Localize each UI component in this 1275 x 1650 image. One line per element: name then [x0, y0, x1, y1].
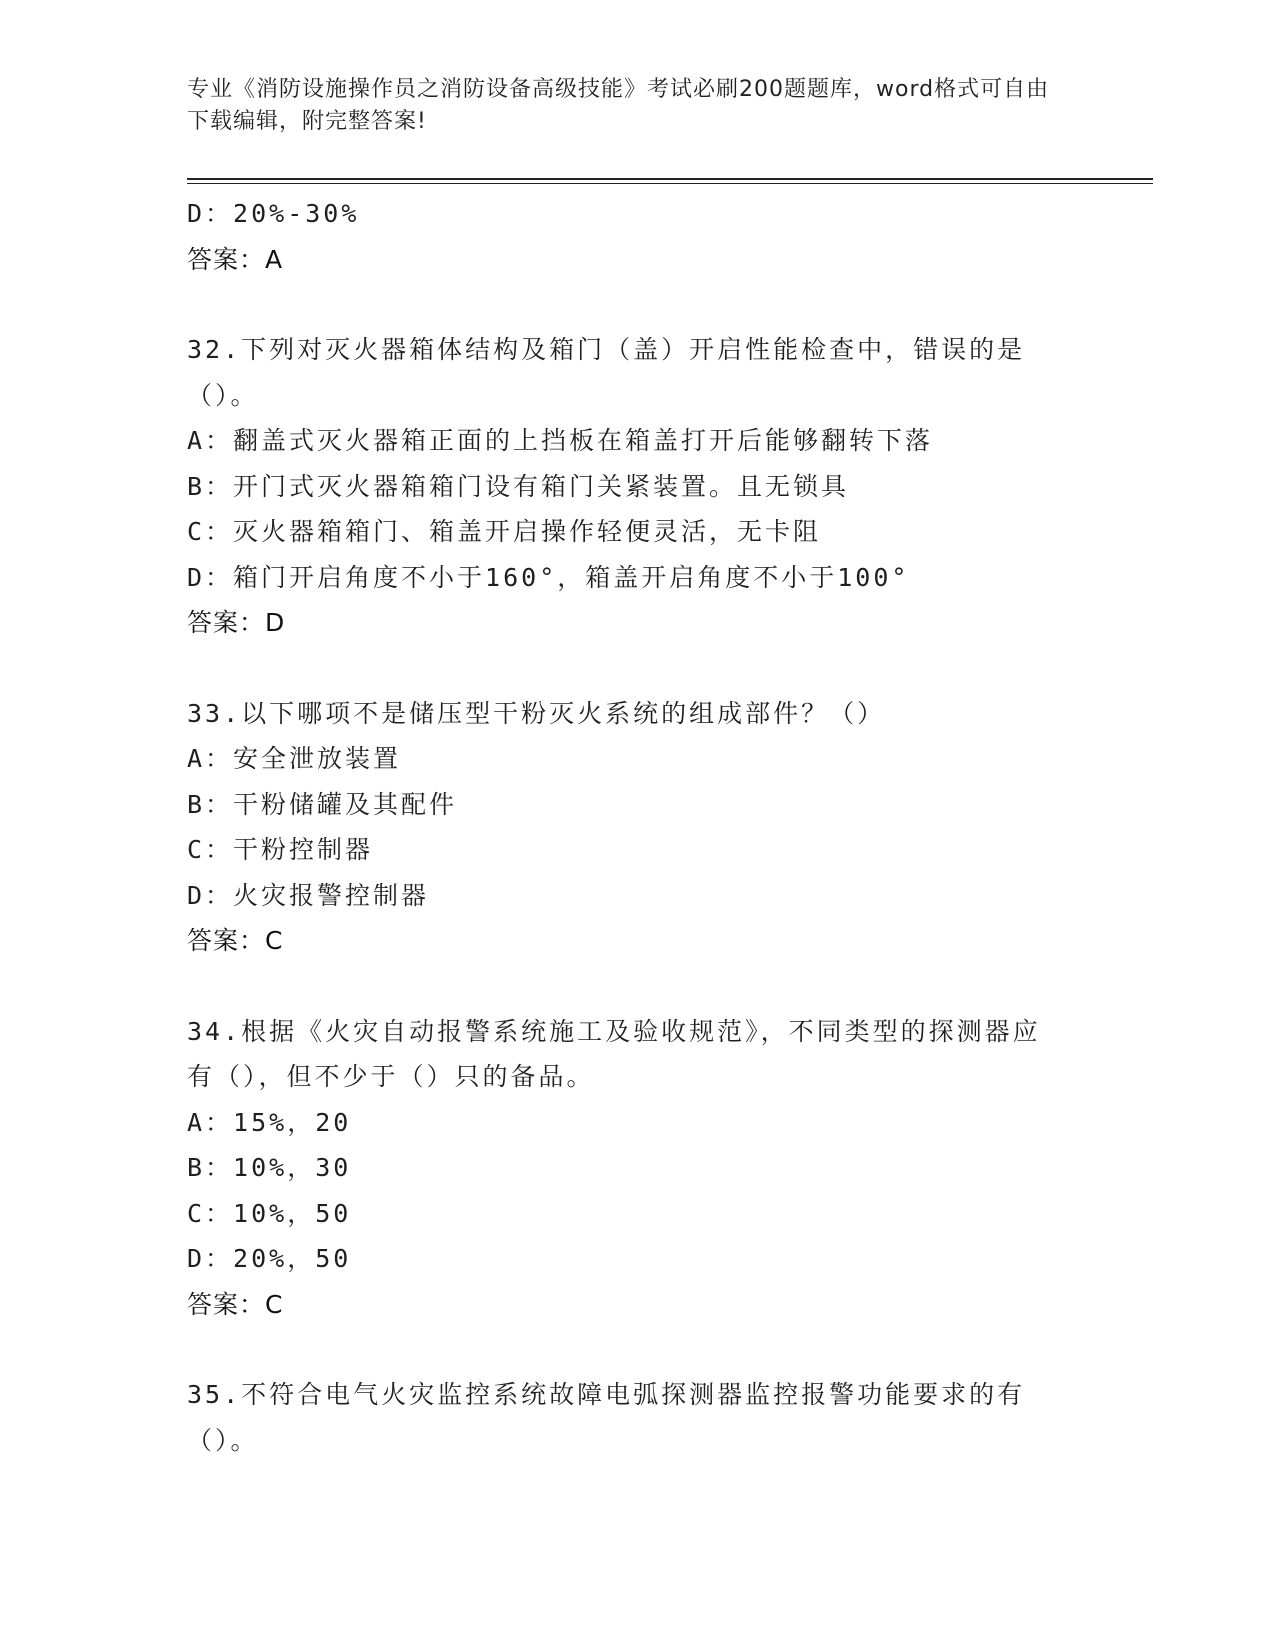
- option-d: D：箱门开启角度不小于160°，箱盖开启角度不小于100°: [187, 562, 910, 592]
- option-b: B：开门式灭火器箱箱门设有箱门关紧装置。且无锁具: [187, 471, 850, 501]
- question-text: 33.以下哪项不是储压型干粉灭火系统的组成部件？（）: [187, 698, 886, 728]
- answer-text: 答案：D: [187, 608, 286, 637]
- question-block: [187, 1009, 1087, 1328]
- answer-text: 答案：C: [187, 1289, 284, 1319]
- question-block: [187, 327, 1087, 646]
- question-text: 35.不符合电气火灾监控系统故障电弧探测器监控报警功能要求的有（）。: [187, 1380, 1026, 1455]
- option-a: A：15%，20: [187, 1107, 352, 1137]
- option-c: C：干粉控制器: [187, 835, 374, 864]
- option-a: A：安全泄放装置: [187, 744, 402, 773]
- option-c: C：10%，50: [187, 1198, 352, 1228]
- option-a: A：翻盖式灭火器箱正面的上挡板在箱盖打开后能够翻转下落: [187, 426, 934, 455]
- question-text: 32.下列对灭火器箱体结构及箱门（盖）开启性能检查中，错误的是（）。: [187, 335, 1026, 410]
- document-header: 专业《消防设施操作员之消防设备高级技能》考试必刷200题题库，word格式可自由下载编辑，附完整答案!: [187, 77, 1050, 134]
- option-c: C：灭火器箱箱门、箱盖开启操作轻便灵活，无卡阻: [187, 517, 822, 546]
- header-divider-thick: [187, 178, 1153, 180]
- question-list: [187, 191, 1087, 1463]
- answer-text: 答案：A: [187, 244, 284, 274]
- option-b: B：干粉储罐及其配件: [187, 789, 458, 819]
- question-block: [187, 1372, 1087, 1463]
- option-b: B：10%，30: [187, 1153, 352, 1182]
- header-divider-thin: [187, 183, 1153, 184]
- option-d: D：20%-30%: [187, 199, 360, 228]
- question-block: [187, 691, 1087, 964]
- question-text: 34.根据《火灾自动报警系统施工及验收规范》，不同类型的探测器应有（），但不少于（）只的备品。: [187, 1016, 1041, 1091]
- answer-text: 答案：C: [187, 926, 284, 955]
- option-d: D：20%，50: [187, 1244, 352, 1273]
- option-d: D：火灾报警控制器: [187, 880, 430, 910]
